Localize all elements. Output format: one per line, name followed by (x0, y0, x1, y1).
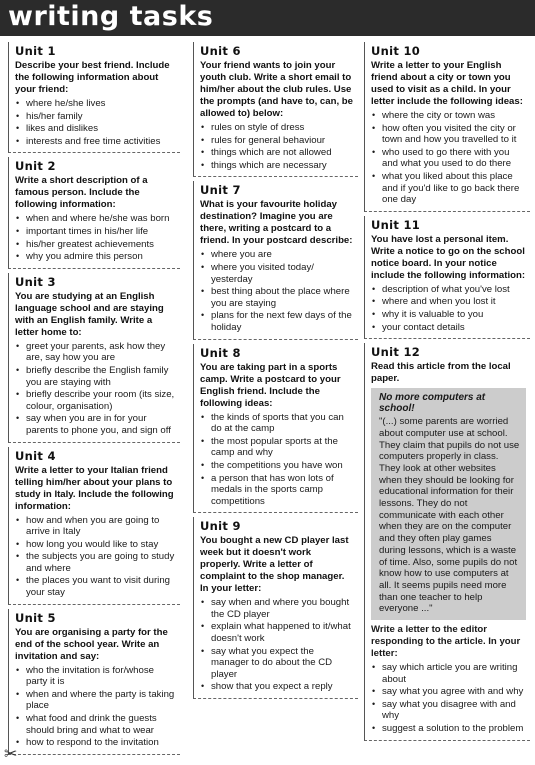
column-3 (364, 42, 530, 745)
unit-title: Unit 3 (15, 274, 56, 289)
bullet-list (371, 110, 526, 206)
list-item: • why it is valuable to you (371, 309, 526, 321)
list-item: • things which are necessary (200, 160, 354, 172)
list-item: • interests and free time activities (15, 136, 176, 148)
unit-title: Unit 12 (371, 345, 421, 360)
list-item: • the subjects you are going to study and where (15, 551, 176, 574)
bullet-list (200, 597, 354, 693)
list-item: • important times in his/her life (15, 226, 176, 238)
unit-instructions: You are taking part in a sports camp. Write a postcard to your English friend. Include the following ideas: (200, 361, 341, 409)
list-item: • your contact details (371, 322, 526, 334)
unit-title: Unit 11 (371, 217, 421, 232)
unit-title: Unit 1 (15, 44, 56, 58)
unit-title: Unit 8 (200, 345, 241, 360)
bullet-list (200, 249, 354, 333)
bullet-list (15, 515, 176, 599)
bullet-list (15, 341, 176, 437)
bullet-list (371, 284, 526, 333)
scissors-icon: ✂ (4, 744, 18, 763)
bullet-list (15, 98, 176, 147)
list-item: • what you liked about this place and if you'd like to go back there one day (371, 171, 526, 206)
unit-title: Unit 4 (15, 448, 56, 463)
list-item: • who the invitation is for/whose party it is (15, 665, 176, 688)
list-item: • how often you visited the city or town and how you travelled to it (371, 123, 526, 146)
column-1 (8, 42, 180, 759)
list-item: • how to respond to the invitation (15, 737, 176, 749)
unit-title: Unit 10 (371, 44, 421, 58)
header-bar (0, 0, 535, 36)
list-item: • when and where he/she was born (15, 213, 176, 225)
list-item: • his/her greatest achievements (15, 239, 176, 251)
bullet-list (15, 665, 176, 749)
list-item: • say what you expect the manager to do about the CD player (200, 646, 354, 681)
unit-instructions-2: Write a letter to the editor responding to the article. In your letter: (371, 624, 521, 660)
list-item: • the places you want to visit during your stay (15, 575, 176, 598)
list-item: • rules on style of dress (200, 122, 354, 134)
unit-instructions: Read this article from the local paper. (371, 361, 511, 385)
unit-title: Unit 9 (200, 519, 241, 534)
list-item: • a person that has won lots of medals in the sports camp competitions (200, 473, 354, 508)
list-item: • suggest a solution to the problem (371, 723, 526, 735)
list-item: • rules for general behaviour (200, 135, 354, 147)
unit-box (8, 157, 180, 268)
list-item: • briefly describe your room (its size, colour, organisation) (15, 389, 176, 412)
unit-title: Unit 2 (15, 159, 56, 174)
unit-box (8, 609, 180, 755)
article-box (371, 388, 526, 620)
list-item: • how and when you are going to arrive in Italy (15, 515, 176, 538)
list-item: • greet your parents, ask how they are, say how you are (15, 341, 176, 364)
list-item: • say what you agree with and why (371, 686, 526, 698)
list-item: • why you admire this person (15, 251, 176, 263)
unit-box (8, 447, 180, 605)
column-2 (193, 42, 358, 703)
unit-instructions: Your friend wants to join your youth club. Write a short email to him/her about the club rules. Use the prompts (and have to, can, be allowed to) below: (200, 60, 353, 119)
list-item: • the most popular sports at the camp and why (200, 436, 354, 459)
unit-box (193, 344, 358, 514)
list-item: • where the city or town was (371, 110, 526, 122)
list-item: • how long you would like to stay (15, 539, 176, 551)
unit-instructions: You bought a new CD player last week but it doesn't work properly. Write a letter of complaint to the shop manager. In your letter: (200, 535, 349, 595)
unit-box (8, 42, 180, 153)
unit-instructions: Write a short description of a famous person. Include the following information: (15, 175, 148, 211)
list-item: • where he/she lives (15, 98, 176, 110)
list-item: • where and when you lost it (371, 296, 526, 308)
bullet-list (200, 122, 354, 171)
unit-title: Unit 5 (15, 610, 56, 625)
unit-box (364, 343, 530, 741)
list-item: • where you are (200, 249, 354, 261)
list-item: • likes and dislikes (15, 123, 176, 135)
unit-title: Unit 6 (200, 44, 241, 58)
page-title: writing tasks (8, 1, 214, 32)
list-item: • say when you are in for your parents to phone you, and sign off (15, 413, 176, 436)
unit-box (193, 42, 358, 177)
unit-box (364, 216, 530, 339)
list-item: • best thing about the place where you are staying (200, 286, 354, 309)
list-item: • where you visited today/ yesterday (200, 262, 354, 285)
unit-box (8, 273, 180, 443)
bullet-list (371, 662, 526, 735)
unit-title: Unit 7 (200, 183, 241, 198)
list-item: • say which article you are writing about (371, 662, 526, 685)
list-item: • description of what you've lost (371, 284, 526, 296)
list-item: • the competitions you have won (200, 460, 354, 472)
list-item: • say when and where you bought the CD player (200, 597, 354, 620)
bullet-list (15, 213, 176, 262)
unit-instructions: Describe your best friend. Include the following information about your friend: (15, 60, 170, 95)
list-item: • who used to go there with you and what you used to do there (371, 147, 526, 170)
unit-instructions: Write a letter to your Italian friend telling him/her about your plans to study in Italy. Include the following information: (15, 464, 174, 512)
unit-box (193, 517, 358, 699)
unit-instructions: Write a letter to your English friend about a city or town you used to visit as a child. In your letter include the following ideas: (371, 60, 523, 107)
list-item: • when and where the party is taking place (15, 689, 176, 712)
unit-instructions: What is your favourite holiday destination? Imagine you are there, writing a postcard to a friend. In your postcard describe: (200, 199, 353, 247)
unit-box (193, 181, 358, 339)
article-heading: No more computers at school! (379, 392, 486, 415)
article-text: "(...) some parents are worried about computer use at school. They claim that pupils do not use computers properly in class. They look at other websites when they should be looking for educational information for their lessons. They do not communicate with each other when they are on the computer and they often play games during lessons, which is a waste of time. Also, some pupils do not know how to use computers at all. It seems pupils need more than one teacher to help everyone ..." (379, 416, 520, 615)
list-item: • say what you disagree with and why (371, 699, 526, 722)
list-item: • the kinds of sports that you can do at the camp (200, 412, 354, 435)
list-item: • things which are not allowed (200, 147, 354, 159)
bullet-list (200, 412, 354, 508)
unit-instructions: You are organising a party for the end of the school year. Write an invitation and say: (15, 626, 168, 662)
list-item: • plans for the next few days of the holiday (200, 310, 354, 333)
unit-instructions: You are studying at an English language school and are staying with an English family. Write a letter home to: (15, 290, 164, 338)
list-item: • explain what happened to it/what doesn't work (200, 621, 354, 644)
list-item: • what food and drink the guests should bring and what to wear (15, 713, 176, 736)
unit-box (364, 42, 530, 212)
list-item: • show that you expect a reply (200, 681, 354, 693)
unit-instructions: You have lost a personal item. Write a notice to go on the school notice board. In your notice include the following information: (371, 233, 526, 281)
list-item: • his/her family (15, 111, 176, 123)
list-item: • briefly describe the English family you are staying with (15, 365, 176, 388)
